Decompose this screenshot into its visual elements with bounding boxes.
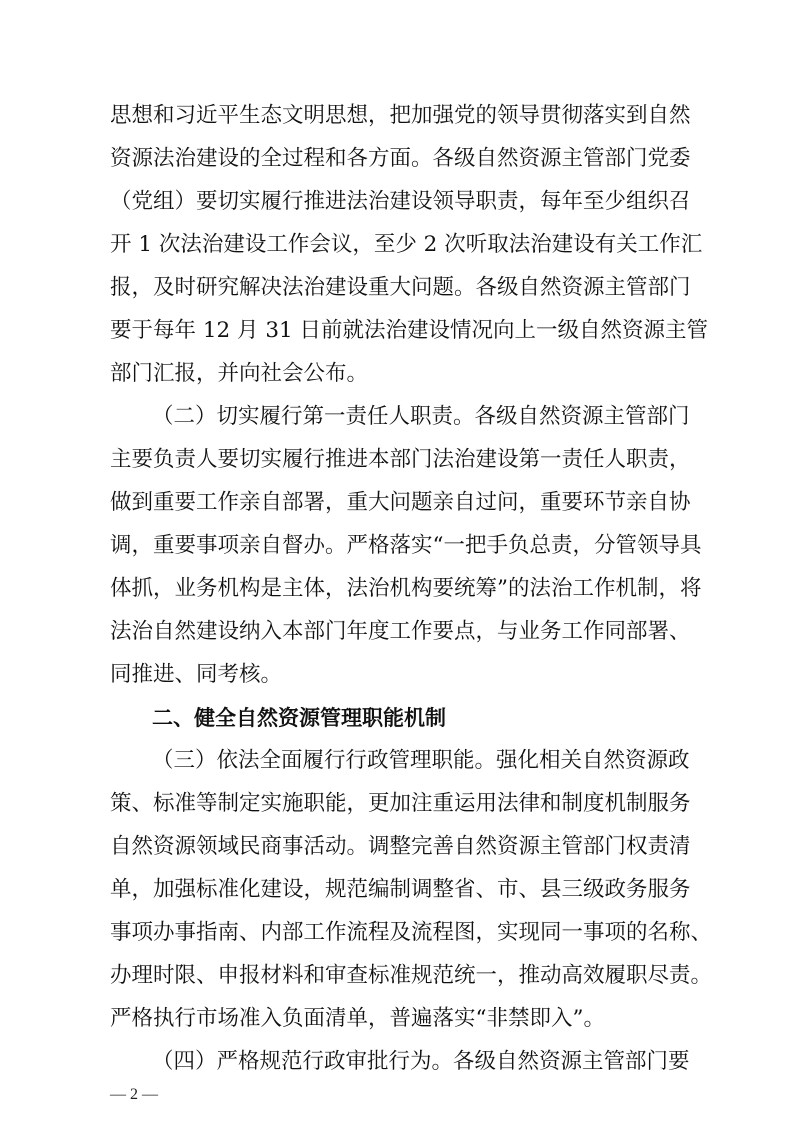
text-line: 事项办事指南、内部工作流程及流程图，实现同一事项的名称、: [110, 920, 713, 945]
text-line: 资源法治建设的全过程和各方面。各级自然资源主管部门党委: [110, 146, 691, 171]
text-line: 单，加强标准化建设，规范编制调整省、市、县三级政务服务: [110, 877, 691, 902]
paragraph-heading-line: （四）严格规范行政审批行为。各级自然资源主管部门要: [152, 1049, 690, 1074]
text-line: 严格执行市场准入负面清单，普遍落实“非禁即入”。: [110, 1006, 605, 1031]
text-line: 自然资源领域民商事活动。调整完善自然资源主管部门权责清: [110, 834, 691, 859]
text-line: 思想和习近平生态文明思想，把加强党的领导贯彻落实到自然: [110, 103, 691, 128]
text-line: 开 1 次法治建设工作会议，至少 2 次听取法治建设有关工作汇: [110, 232, 703, 257]
text-line: （党组）要切实履行推进法治建设领导职责，每年至少组织召: [110, 189, 691, 214]
paragraph-heading-line: （三）依法全面履行行政管理职能。强化相关自然资源政: [152, 748, 690, 773]
text-line: 策、标准等制定实施职能，更加注重运用法律和制度机制服务: [110, 791, 691, 816]
text-line: 主要负责人要切实履行推进本部门法治建设第一责任人职责，: [110, 447, 691, 472]
text-line: 调，重要事项亲自督办。严格落实“一把手负总责，分管领导具: [110, 533, 702, 558]
text-line: 要于每年 12 月 31 日前就法治建设情况向上一级自然资源主管: [110, 318, 709, 343]
text-line: 同推进、同考核。: [110, 662, 283, 687]
text-line: 部门汇报，并向社会公布。: [110, 361, 369, 386]
text-line: 做到重要工作亲自部署，重大问题亲自过问，重要环节亲自协: [110, 490, 691, 515]
paragraph-heading-line: （二）切实履行第一责任人职责。各级自然资源主管部门: [152, 404, 690, 429]
text-line: 办理时限、申报材料和审查标准规范统一，推动高效履职尽责。: [110, 963, 713, 988]
text-line: 报，及时研究解决法治建设重大问题。各级自然资源主管部门: [110, 275, 691, 300]
section-heading: 二、健全自然资源管理职能机制: [152, 706, 446, 730]
text-line: 法治自然建设纳入本部门年度工作要点，与业务工作同部署、: [110, 619, 691, 644]
page-number: — 2 —: [110, 1086, 158, 1103]
text-line: 体抓，业务机构是主体，法治机构要统筹”的法治工作机制，将: [110, 576, 702, 601]
